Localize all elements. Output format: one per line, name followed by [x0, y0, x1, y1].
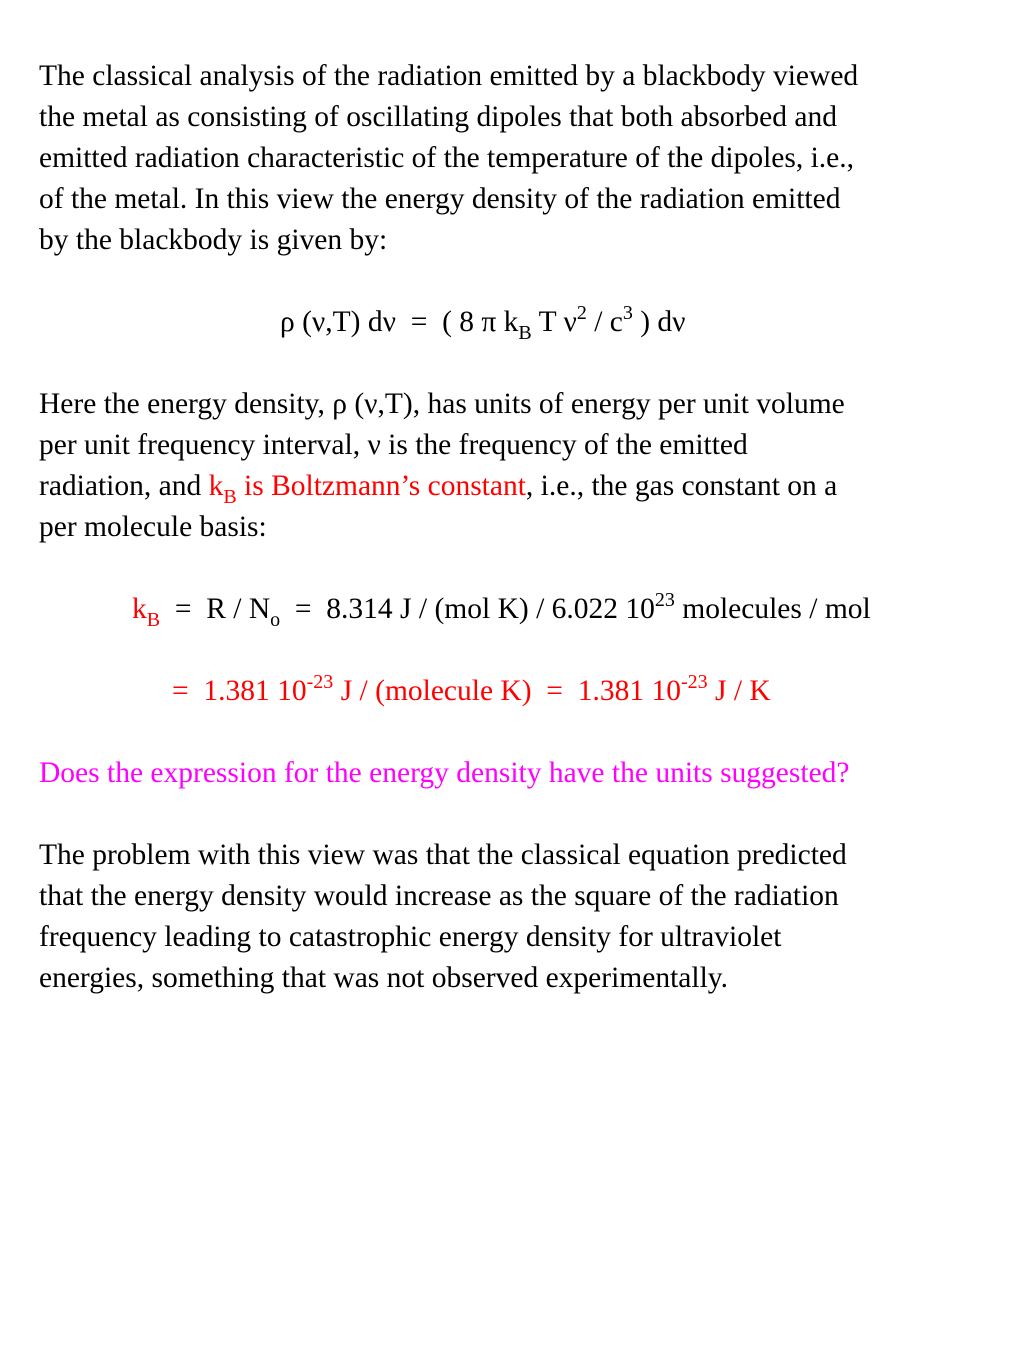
text-line: The classical analysis of the radiation emitted by a blackbody viewed	[39, 60, 859, 92]
text-line	[39, 466, 999, 507]
equation-part: J / (molecule K) = 1.381 10	[333, 675, 681, 707]
superscript: 2	[576, 302, 587, 324]
subscript: B	[518, 322, 532, 344]
equation-part: ) dν	[632, 306, 686, 338]
equation-part: k	[132, 593, 147, 625]
intro-paragraph	[39, 56, 999, 261]
superscript: 23	[654, 589, 675, 611]
text-run: k	[208, 470, 224, 502]
energy-density-equation	[39, 302, 999, 343]
superscript: -23	[306, 671, 334, 693]
text-run: is Boltzmann’s constant	[236, 470, 526, 502]
equation-part: = 8.314 J / (mol K) / 6.022 10	[280, 593, 655, 625]
text-run: , i.e., the gas constant on a	[525, 470, 838, 502]
spacer	[39, 630, 999, 671]
units-question: Does the expression for the energy density have the units suggested?	[39, 757, 850, 789]
equation-part: = 1.381 10	[172, 675, 307, 707]
equation-part: T ν	[531, 306, 577, 338]
spacer	[39, 712, 999, 753]
text-run: radiation, and	[39, 470, 209, 502]
equation-part: / c	[586, 306, 623, 338]
boltzmann-value-equation	[39, 671, 999, 712]
boltzmann-equation	[39, 589, 999, 630]
text-line: emitted radiation characteristic of the temperature of the dipoles, i.e.,	[39, 142, 855, 174]
text-line: per unit frequency interval, ν is the frequency of the emitted	[39, 429, 748, 461]
conclusion-paragraph	[39, 835, 999, 999]
spacer	[39, 261, 999, 302]
equation-part: ρ (ν,T) dν = ( 8 π k	[280, 306, 519, 338]
superscript: -23	[680, 671, 708, 693]
text-line: per molecule basis:	[39, 511, 267, 543]
text-line: that the energy density would increase as the square of the radiation	[39, 880, 839, 912]
spacer	[39, 548, 999, 589]
text-line: frequency leading to catastrophic energy density for ultraviolet	[39, 921, 782, 953]
equation-part: = R / N	[160, 593, 271, 625]
text-line: The problem with this view was that the classical equation predicted	[39, 839, 847, 871]
equation-part: molecules / mol	[674, 593, 871, 625]
text-line: of the metal. In this view the energy density of the radiation emitted	[39, 183, 841, 215]
spacer	[39, 343, 999, 384]
text-line: energies, something that was not observed experimentally.	[39, 962, 728, 994]
subscript: B	[146, 609, 161, 631]
definition-paragraph	[39, 384, 999, 548]
equation-part: J / K	[707, 675, 771, 707]
document-page	[39, 56, 999, 999]
spacer	[39, 794, 999, 835]
text-line: by the blackbody is given by:	[39, 224, 388, 256]
subscript: o	[270, 609, 281, 631]
text-line: the metal as consisting of oscillating dipoles that both absorbed and	[39, 101, 837, 133]
text-line: Here the energy density, ρ (ν,T), has units of energy per unit volume	[39, 388, 845, 420]
superscript: 3	[622, 302, 633, 324]
boltzmann-highlight	[208, 470, 526, 508]
subscript: B	[223, 486, 237, 508]
